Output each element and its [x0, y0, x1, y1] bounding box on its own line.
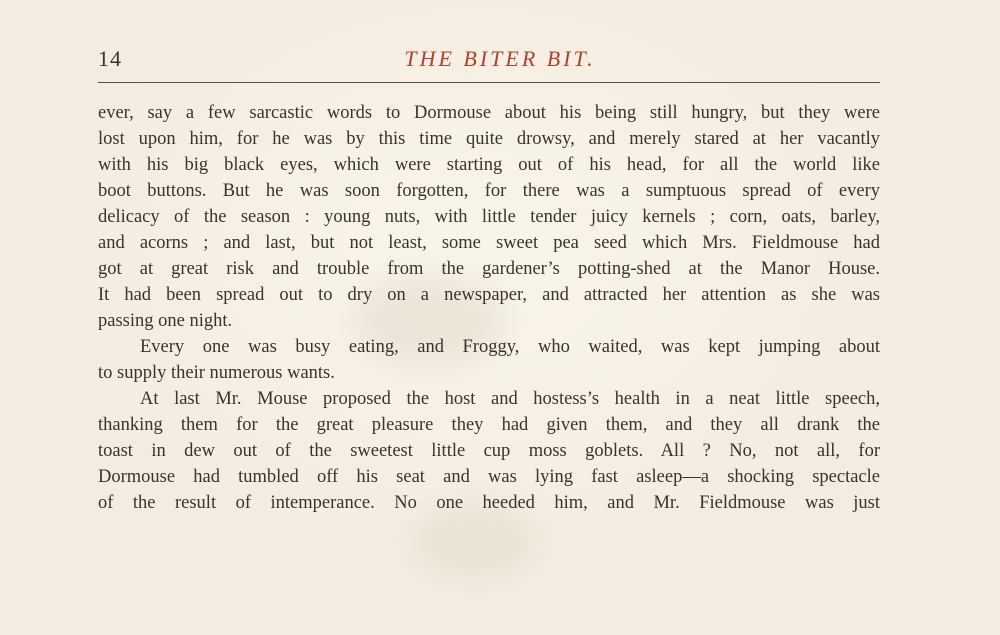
- running-head-title: THE BITER BIT.: [404, 46, 596, 71]
- body-text: [98, 100, 880, 516]
- paragraph-first-line: Every one was busy eating, and Froggy, who waited, was kept jumping about: [140, 337, 880, 357]
- text-line: It had been spread out to dry on a newspaper, and attracted her attention as she was: [98, 285, 880, 305]
- text-line: and acorns ; and last, but not least, some sweet pea seed which Mrs. Fieldmouse had: [98, 233, 880, 253]
- text-line: with his big black eyes, which were starting out of his head, for all the world like: [98, 155, 880, 175]
- text-line: of the result of intemperance. No one heeded him, and Mr. Fieldmouse was just: [98, 493, 880, 513]
- text-line: passing one night.: [98, 311, 233, 331]
- text-line: boot buttons. But he was soon forgotten, for there was a sumptuous spread of every: [98, 181, 880, 201]
- page-number: 14: [98, 46, 122, 71]
- text-line: ever, say a few sarcastic words to Dormouse about his being still hungry, but they were: [98, 103, 880, 123]
- header-rule: [98, 82, 880, 83]
- text-line: thanking them for the great pleasure they had given them, and they all drank the: [98, 415, 880, 435]
- text-line: Dormouse had tumbled off his seat and was lying fast asleep—a shocking spectacle: [98, 467, 880, 487]
- text-line: delicacy of the season : young nuts, with little tender juicy kernels ; corn, oats, barley,: [98, 207, 880, 227]
- text-line: to supply their numerous wants.: [98, 363, 335, 383]
- text-line: toast in dew out of the sweetest little cup moss goblets. All ? No, not all, for: [98, 441, 880, 461]
- paragraph-first-line: At last Mr. Mouse proposed the host and hostess’s health in a neat little speech,: [140, 389, 880, 409]
- text-line: got at great risk and trouble from the gardener’s potting-shed at the Manor House.: [98, 259, 880, 279]
- text-line: lost upon him, for he was by this time quite drowsy, and merely stared at her vacantly: [98, 129, 880, 149]
